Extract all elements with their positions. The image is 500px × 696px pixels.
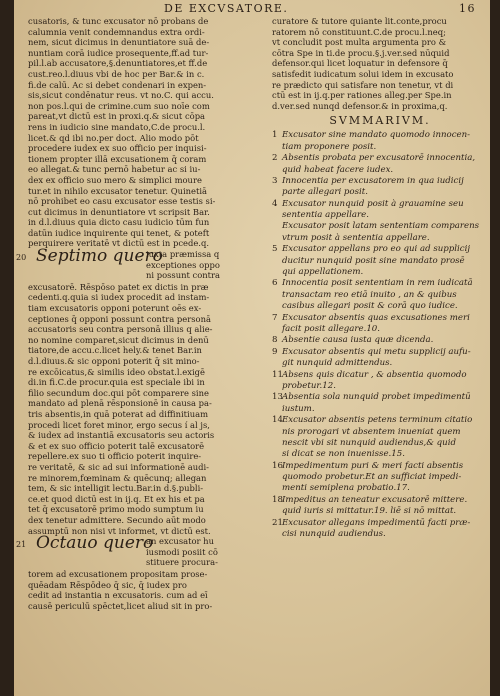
page-number: 16 (459, 2, 476, 15)
summary-number: 5 (272, 244, 278, 255)
summary-line (272, 301, 488, 312)
summary-text: Innocentia per excusatorem in qua iudicij (282, 175, 464, 186)
summary-text: qui appellationem. (282, 267, 364, 278)
text-line: no nomine comparet,sicut dicimus in denū (28, 334, 209, 345)
summary-item (272, 461, 488, 495)
text-line: tur.et in nihilo excusator tenetur. Quinetiā (28, 185, 208, 196)
text-line: defensor.qui licet loquatur in defensore q̄ (272, 58, 448, 69)
margin-number: 21 (16, 540, 27, 550)
text-line: tiam excusatoris opponi poterunt oēs ex- (28, 303, 202, 314)
summary-number: 3 (272, 175, 278, 186)
text-line: accusatoris seu contra personā illius q alie- (28, 324, 213, 335)
summary-text: casibus allegari posit & corā quo iudice. (282, 301, 458, 312)
summary-line (272, 472, 488, 483)
summary-text: cisi nunquid audiendus. (282, 529, 386, 540)
summary-line (272, 483, 488, 494)
summary-text: si dicat se non inuenisse.15. (282, 449, 405, 460)
summary-text: Absentis probata per excusatorē innocentia, (282, 153, 476, 164)
text-line: non pos.l.qui de crimine.cum suo noīe com (28, 100, 210, 111)
septimo-heading-word: Septimo quero (36, 246, 163, 267)
octavo-question (16, 533, 260, 569)
text-line: an excusator hu (146, 536, 214, 547)
summary-text: git nunquid admittendus. (282, 358, 393, 369)
summary-line (272, 415, 488, 426)
summary-text: Excusator posit latam sententiam comparens (282, 221, 480, 232)
summary-line (272, 153, 488, 164)
text-line: re veritatē, & sic ad sui informationē audi- (28, 461, 209, 472)
summary-line (272, 381, 488, 392)
summary-text: nis prorogari vt absentem inueniat quem (282, 426, 461, 437)
summary-item (272, 370, 488, 393)
text-line: di.in fi.C.de procur.quia est speciale ibi in (28, 377, 205, 388)
text-line: ni possunt contra (146, 270, 221, 281)
left-column (16, 16, 260, 611)
summary-line (272, 392, 488, 403)
summary-text: Innocentia posit sententiam in rem iudicatā (282, 278, 473, 289)
text-line: nō prohibet eo casu excusator esse testis si- (28, 196, 216, 207)
text-line: cusatoris, & tunc excusator nō probans de (28, 16, 209, 26)
text-line: tionem propter illā excusationem q̄ coram (28, 153, 207, 164)
summary-text: Impedimentum puri & meri facti absentis (282, 460, 464, 471)
text-line: exceptiones oppo (146, 259, 220, 270)
summary-text: Absentie causa iusta quæ dicenda. (282, 335, 434, 346)
septimo-heading-rest (146, 249, 264, 281)
text-line: re excōicatus,& similis ideo obstat.l.exigē (28, 366, 205, 377)
right-column (272, 16, 488, 540)
summary-item (272, 153, 488, 176)
summary-line (272, 165, 488, 176)
text-line: perquirere veritatē vt dictū est in pcede.q. (28, 238, 209, 249)
text-line: curatore & tutore quiante lit.conte,procu (272, 16, 447, 26)
summary-line (272, 210, 488, 221)
text-line: stituere procura- (146, 557, 218, 568)
summary-text: Excusator absentis petens terminum citatio (282, 415, 473, 426)
text-line: cōtra Spe in ti.de procu.§.j.ver.sed nūquid (272, 47, 450, 58)
summary-number: 14 (272, 415, 283, 426)
text-line: iusmodi posiit cō (146, 546, 218, 557)
summary-text: Absens quis dicatur , & absentia quomodo (282, 369, 467, 380)
text-line: tris absentis,in quā poterat ad diffinitiuam (28, 408, 209, 419)
summary-line (272, 130, 488, 141)
summary-text: Excusator nunquid posit à grauamine seu (282, 198, 464, 209)
summary-line (272, 358, 488, 369)
text-line: pareat,vt dictū est in proxi.q.& sicut cōpa (28, 111, 206, 122)
summary-text: vtrum posit à sententia appellare. (282, 232, 430, 243)
text-line: eo allegat.& tunc pernō habetur ac si iu- (28, 164, 201, 175)
text-line: tet q̄ excusatorē primo modo sumptum iu (28, 504, 204, 515)
summary-line (272, 233, 488, 244)
text-line: rens in iudicio sine mandato,C.de procu.l. (28, 121, 206, 132)
summary-line (272, 518, 488, 529)
text-line: excusatorē. Rēspōso patet ex dictis in præ (28, 281, 209, 292)
summary-text: iustum. (282, 403, 315, 414)
summary-line (272, 142, 488, 153)
summary-text: transactam reo etiā inuito , an & quibus (282, 289, 457, 300)
summary-line (272, 244, 488, 255)
summary-item (272, 221, 488, 244)
summary-line (272, 335, 488, 346)
text-line: re prædicto qui satisfare non tenetur, vt di (272, 79, 454, 90)
text-line: fi.de calū. Ac si debet condenari in expen- (28, 79, 207, 90)
summary-item (272, 130, 488, 153)
text-line: tiatore,de accu.c.licet hely.& tenet Bar.in (28, 345, 202, 356)
text-line: cedenti.q.quia si iudex procedit ad instam- (28, 292, 210, 303)
summary-text: quid habeat facere iudex. (282, 164, 394, 175)
text-line: re minorem,fœminam & quēcunq; allegan (28, 472, 207, 483)
summary-line (272, 290, 488, 301)
summary-line (272, 529, 488, 540)
text-line: mandato ad plenā rēsponsionē in causa pa- (28, 398, 212, 409)
summary-number: 2 (272, 153, 278, 164)
summary-text: Absentia sola nunquid probet impedimentū (282, 392, 471, 403)
summary-item (272, 495, 488, 518)
summary-item (272, 244, 488, 278)
summary-line (272, 347, 488, 358)
summary-text: Excusator sine mandato quomodo innocen- (282, 130, 471, 141)
text-line: iuxta præmissa q (146, 249, 220, 260)
text-line: pil.l.ab accusatore,§.denuntiatores,et ff.de (28, 58, 208, 69)
text-line: tem, & sic intelligit lectu.Bar.in d.§.publi- (28, 483, 204, 494)
summary-number: 18 (272, 494, 283, 505)
summary-number: 7 (272, 312, 278, 323)
text-line: d.l.diuus.& sic opponi poterit q̄ sit mino- (28, 356, 200, 367)
text-line: satisfedit iudicatum solui idem in excusato (272, 68, 454, 79)
summary-text: Excusator absentis qui metu supplicij aufu- (282, 346, 471, 357)
summary-line (272, 449, 488, 460)
summary-number: 4 (272, 198, 278, 209)
running-title: DE EXCVSATORE. (164, 2, 289, 15)
margin-number: 20 (16, 253, 27, 263)
summary-text: probetur.12. (282, 380, 336, 391)
summary-item (272, 347, 488, 370)
text-line: datūn iudice inquirente qui tenet, & poteft (28, 227, 210, 238)
summary-text: Excusator appellans pro eo qui ad supplicij (282, 244, 471, 255)
text-line: dex tenetur admittere. Secundo aūt modo (28, 514, 206, 525)
summary-line (272, 256, 488, 267)
text-line: nuntiam corā iudice prosequente,ff.ad tur- (28, 47, 209, 58)
summary-line (272, 370, 488, 381)
summary-item (272, 278, 488, 312)
text-line: ctū est in ij.q.per rationes alleg.per Spe.in (272, 90, 452, 101)
text-line: procedere iudex ex suo officio per inquisi- (28, 143, 207, 154)
summary-number: 9 (272, 346, 278, 357)
octavo-heading-word: Octauo quero (36, 533, 154, 554)
text-line: procedi licet foret minor, ergo secus í al js, (28, 419, 210, 430)
text-line: ratorem nō constituunt.C.de procu.l.neq; (272, 26, 446, 37)
text-line: nem, sicut dicimus in denuntiatore suā de- (28, 37, 210, 48)
summary-line (272, 187, 488, 198)
text-line: & et ex suo officio poterit talē excusatorē (28, 440, 205, 451)
summary-number: 21 (272, 517, 283, 528)
book-page (14, 0, 490, 696)
summary-number: 13 (272, 392, 283, 403)
summary-line (272, 267, 488, 278)
summary-number: 11 (272, 369, 283, 380)
summary-line (272, 324, 488, 335)
text-line: quēadam Rēspōdeo q̄ sic, q̄ iudex pro (28, 579, 187, 590)
summary-line (272, 278, 488, 289)
summary-item (272, 518, 488, 541)
summary-text: quid iuris si mittatur.19. liē si nō mittat. (282, 506, 457, 517)
text-line: repellere.ex suo ti officio poterit inquire- (28, 451, 202, 462)
summary-text: ducitur nunquid posit sine mandato prosē (282, 255, 465, 266)
summary-number: 6 (272, 278, 278, 289)
summary-line (272, 221, 488, 232)
summary-text: quomodo probetur.Et an sufficiat impedi- (282, 472, 462, 483)
summary-line (272, 176, 488, 187)
summary-number: 16 (272, 460, 283, 471)
text-line: licet.& qd ibi no.per doct. Alio modo pōt (28, 132, 199, 143)
summary-number: 8 (272, 335, 278, 346)
text-line: sis,sicut condēnatur reus. vt no.C. qui accu. (28, 90, 214, 101)
text-line: cedit ad instantia n excusatoris. cum ad eī (28, 590, 208, 601)
summary-item (272, 415, 488, 461)
octavo-heading-rest (146, 536, 264, 568)
text-line: torem ad excusationem propositam prose- (28, 568, 208, 579)
summary-text: parte allegari posit. (282, 187, 368, 198)
text-line: filio secundum doc.qui pōt comparere sine (28, 387, 209, 398)
summary-line (272, 506, 488, 517)
summary-number: 1 (272, 130, 278, 141)
septimo-question (16, 246, 260, 282)
summary-text: menti semiplena probatio.17. (282, 483, 410, 494)
summary-line (272, 313, 488, 324)
summary-line (272, 461, 488, 472)
text-line: dex ex officio suo mero & simplici moure (28, 174, 202, 185)
summary-line (272, 495, 488, 506)
summary-item (272, 313, 488, 336)
text-line: ceptiones q̄ opponi possunt contra personā (28, 313, 211, 324)
summary-line (272, 404, 488, 415)
text-line: causē periculū spēctet,licet aliud sit in pro- (28, 600, 213, 611)
summary-text: sententia appellare. (282, 210, 369, 221)
summary-text: tiam proponere posit. (282, 141, 377, 152)
text-line: in d.l.diuus quia dicto casu iudicio tūm fun (28, 217, 210, 228)
text-line: cut dicimus in denuntiatore vt scripsit Bar. (28, 206, 210, 217)
text-line: assumptū non nisi vt informet, vt dictū est. (28, 525, 211, 536)
summary-item (272, 199, 488, 222)
summary-text: Excusator absentis quas excusationes meri (282, 312, 470, 323)
summarium-heading: SVMMARIVM. (329, 114, 431, 128)
text-line: cust.reo.l.diuus vbi de hoc per Bar.& in c. (28, 68, 205, 79)
summary-line (272, 438, 488, 449)
summary-text: facit posit allegare.10. (282, 323, 380, 334)
summary-item (272, 176, 488, 199)
summary-item (272, 335, 488, 346)
page-header (14, 2, 490, 16)
summary-text: Excusator allegans impedimentū facti præ- (282, 517, 471, 528)
summary-line (272, 199, 488, 210)
summary-line (272, 427, 488, 438)
text-line: d.ver.sed nunqd defensor.& in proxima,q. (272, 100, 448, 111)
summary-text: Impeditus an teneatur excusatorē mittere. (282, 494, 468, 505)
text-line: calumnia venit condemnandus extra ordi- (28, 26, 205, 37)
text-line: ce.et quod dictū est in ij.q. Et ex his et pa (28, 493, 205, 504)
text-line: vt concludit post multa argumenta pro & (272, 37, 447, 48)
text-line: & iudex ad instantiā excusatoris seu actoris (28, 430, 215, 441)
summary-text: nescit vbi sit nunquid audiendus,& quid (282, 437, 456, 448)
summary-item (272, 392, 488, 415)
